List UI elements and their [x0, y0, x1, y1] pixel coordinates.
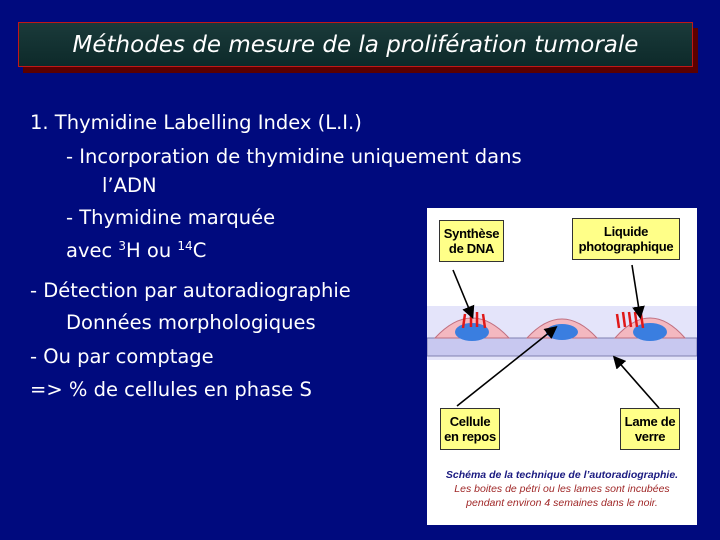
list-item-incorporation: - Incorporation de thymidine uniquement dans: [66, 145, 522, 168]
list-item-thymidine: - Thymidine marquée: [66, 206, 276, 229]
caption-title: Schéma de la technique de l’autoradiographie.: [445, 469, 679, 481]
label-photographic-liquid-line1: Liquide: [603, 224, 649, 239]
caption-line-3: pendant environ 4 semaines dans le noir.: [466, 497, 658, 509]
figure-caption: [429, 468, 695, 510]
caption-line-2: Les boites de pétri ou les lames sont incubées: [454, 483, 670, 495]
autoradiography-figure: [427, 208, 697, 525]
list-item-result: => % de cellules en phase S: [30, 378, 312, 401]
label-glass-slide-line1: Lame de: [624, 414, 676, 429]
label-resting-cell-line1: Cellule: [449, 414, 491, 429]
title-box: [18, 22, 693, 67]
label-dna-synthesis-line2: de DNA: [448, 241, 495, 256]
label-dna-synthesis: [439, 220, 504, 262]
label-resting-cell: [440, 408, 500, 450]
slide-title: Méthodes de mesure de la prolifération tumorale: [72, 31, 639, 58]
list-item-isotopes: [66, 239, 206, 262]
label-photographic-liquid: [572, 218, 680, 260]
isotope-text-a: avec: [66, 239, 119, 262]
isotope-text-b: H ou: [126, 239, 178, 262]
isotope-sup-3: 3: [118, 239, 127, 253]
list-item-counting: - Ou par comptage: [30, 345, 214, 368]
isotope-text-c: C: [192, 239, 207, 262]
list-item-detection: - Détection par autoradiographie: [30, 279, 351, 302]
list-item-1: 1. Thymidine Labelling Index (L.I.): [30, 111, 362, 134]
list-item-incorporation-cont: l’ADN: [102, 174, 157, 197]
list-item-morphology: Données morphologiques: [66, 311, 316, 334]
label-photographic-liquid-line2: photographique: [578, 239, 674, 254]
label-dna-synthesis-line1: Synthèse: [443, 226, 500, 241]
isotope-sup-14: 14: [177, 239, 193, 253]
label-glass-slide: [620, 408, 680, 450]
label-resting-cell-line2: en repos: [444, 429, 496, 444]
nucleus-right: [633, 323, 667, 341]
glass-slide: [427, 338, 697, 356]
label-glass-slide-line2: verre: [634, 429, 666, 444]
